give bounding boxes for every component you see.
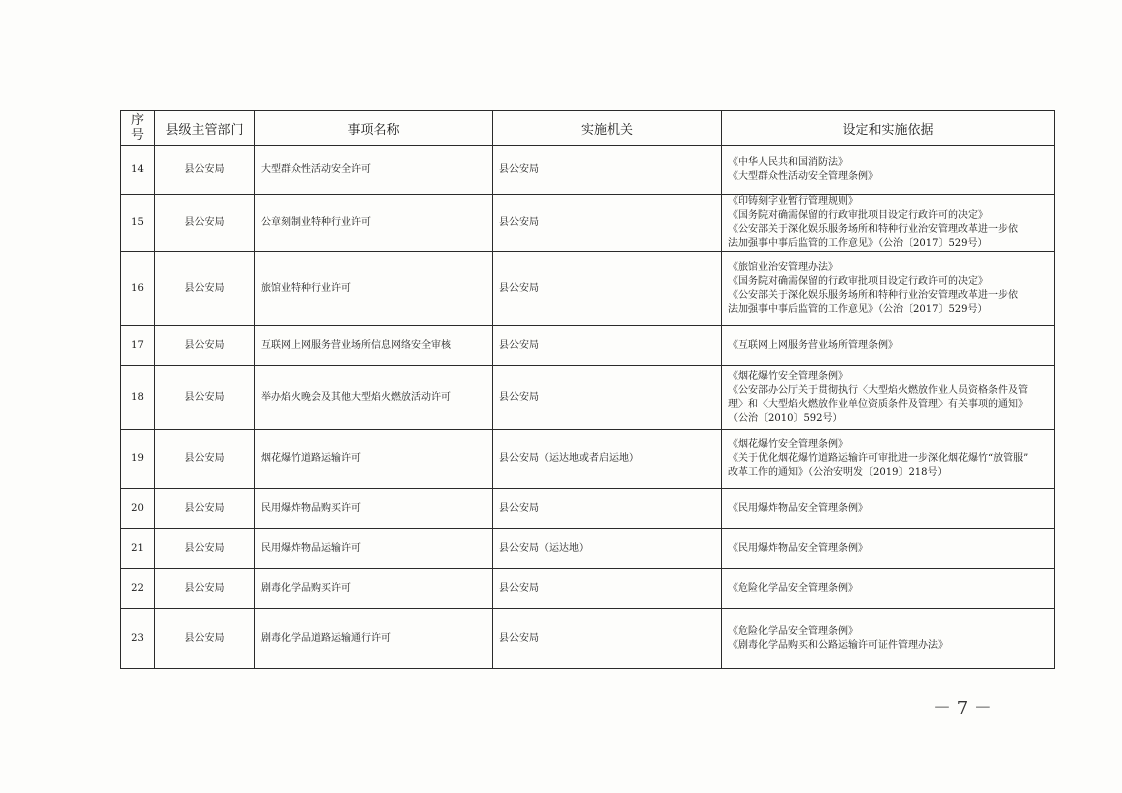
table-row	[121, 489, 1055, 529]
row-county-department: 县公安局	[155, 195, 255, 252]
legal-basis-line: 《旅馆业治安管理办法》	[728, 261, 838, 273]
legal-basis-line: 《民用爆炸物品安全管理条例》	[728, 542, 868, 554]
legal-basis-line: 《民用爆炸物品安全管理条例》	[728, 502, 868, 514]
legal-basis-line: 《印铸刻字业暂行管理规则》	[728, 196, 858, 207]
row-implementing-agency: 县公安局	[493, 609, 722, 669]
row-item-name: 公章刻制业特种行业许可	[255, 195, 493, 252]
row-county-department: 县公安局	[155, 569, 255, 609]
legal-basis-line: 《危险化学品安全管理条例》	[728, 625, 858, 637]
row-item-name: 大型群众性活动安全许可	[255, 146, 493, 195]
row-legal-basis	[722, 489, 1055, 529]
row-county-department: 县公安局	[155, 326, 255, 366]
row-item-name: 互联网上网服务营业场所信息网络安全审核	[255, 326, 493, 366]
header-county-department: 县级主管部门	[155, 111, 255, 146]
row-serial-number: 23	[121, 609, 155, 669]
row-legal-basis	[722, 146, 1055, 195]
table-row	[121, 326, 1055, 366]
legal-basis-line: （公治〔2010〕592号）	[728, 412, 843, 424]
row-legal-basis	[722, 252, 1055, 326]
row-item-name: 举办焰火晚会及其他大型焰火燃放活动许可	[255, 366, 493, 430]
row-serial-number: 18	[121, 366, 155, 430]
row-legal-basis	[722, 195, 1055, 252]
row-implementing-agency: 县公安局	[493, 146, 722, 195]
row-implementing-agency: 县公安局	[493, 569, 722, 609]
row-legal-basis	[722, 569, 1055, 609]
row-legal-basis	[722, 366, 1055, 430]
row-serial-number: 16	[121, 252, 155, 326]
legal-basis-line: 法加强事中事后监管的工作意见》（公治〔2017〕529号）	[728, 303, 988, 315]
administrative-licensing-table	[120, 110, 1055, 669]
header-implementing-agency: 实施机关	[493, 111, 722, 146]
row-implementing-agency: 县公安局（运达地）	[493, 529, 722, 569]
legal-basis-line: 《互联网上网服务营业场所管理条例》	[728, 339, 898, 351]
legal-basis-line: 《公安部关于深化娱乐服务场所和特种行业治安管理改革进一步依	[728, 289, 1018, 301]
row-legal-basis	[722, 529, 1055, 569]
legal-basis-line: 《国务院对确需保留的行政审批项目设定行政许可的决定》	[728, 275, 988, 287]
row-item-name: 烟花爆竹道路运输许可	[255, 430, 493, 489]
row-serial-number: 19	[121, 430, 155, 489]
row-item-name: 民用爆炸物品运输许可	[255, 529, 493, 569]
table-row	[121, 569, 1055, 609]
row-legal-basis	[722, 326, 1055, 366]
table-row	[121, 195, 1055, 252]
legal-basis-line: 《剧毒化学品购买和公路运输许可证件管理办法》	[728, 639, 948, 651]
legal-basis-line: 《大型群众性活动安全管理条例》	[728, 171, 878, 182]
row-county-department: 县公安局	[155, 146, 255, 195]
row-serial-number: 22	[121, 569, 155, 609]
row-serial-number: 21	[121, 529, 155, 569]
row-county-department: 县公安局	[155, 252, 255, 326]
row-serial-number: 14	[121, 146, 155, 195]
row-county-department: 县公安局	[155, 529, 255, 569]
header-item-name: 事项名称	[255, 111, 493, 146]
row-serial-number: 15	[121, 195, 155, 252]
row-serial-number: 17	[121, 326, 155, 366]
legal-basis-line: 《烟花爆竹安全管理条例》	[728, 439, 848, 450]
row-county-department: 县公安局	[155, 489, 255, 529]
table-row	[121, 366, 1055, 430]
legal-basis-line: 《公安部关于深化娱乐服务场所和特种行业治安管理改革进一步依	[728, 224, 1018, 235]
row-implementing-agency: 县公安局	[493, 489, 722, 529]
table-row	[121, 146, 1055, 195]
table-row	[121, 430, 1055, 489]
page-number: － 7 －	[933, 698, 992, 719]
legal-basis-line: 理〉和〈大型焰火燃放作业单位资质条件及管理〉有关事项的通知》	[728, 398, 1028, 410]
row-county-department: 县公安局	[155, 366, 255, 430]
row-implementing-agency: 县公安局（运达地或者启运地）	[493, 430, 722, 489]
row-item-name: 旅馆业特种行业许可	[255, 252, 493, 326]
header-serial-number: 序号	[121, 111, 155, 146]
row-item-name: 剧毒化学品购买许可	[255, 569, 493, 609]
table-row	[121, 609, 1055, 669]
table-header-row	[121, 111, 1055, 146]
row-implementing-agency: 县公安局	[493, 195, 722, 252]
row-implementing-agency: 县公安局	[493, 326, 722, 366]
row-county-department: 县公安局	[155, 609, 255, 669]
legal-basis-line: 《烟花爆竹安全管理条例》	[728, 370, 848, 382]
legal-basis-line: 《公安部办公厅关于贯彻执行〈大型焰火燃放作业人员资格条件及管	[728, 384, 1028, 396]
row-legal-basis	[722, 609, 1055, 669]
row-item-name: 民用爆炸物品购买许可	[255, 489, 493, 529]
row-county-department: 县公安局	[155, 430, 255, 489]
legal-basis-line: 改革工作的通知》（公治安明发〔2019〕218号）	[728, 467, 948, 478]
row-implementing-agency: 县公安局	[493, 366, 722, 430]
header-legal-basis: 设定和实施依据	[722, 111, 1055, 146]
table-row	[121, 529, 1055, 569]
table-row	[121, 252, 1055, 326]
legal-basis-line: 《危险化学品安全管理条例》	[728, 582, 858, 594]
legal-basis-line: 《中华人民共和国消防法》	[728, 157, 848, 168]
row-item-name: 剧毒化学品道路运输通行许可	[255, 609, 493, 669]
legal-basis-line: 《国务院对确需保留的行政审批项目设定行政许可的决定》	[728, 210, 988, 221]
row-implementing-agency: 县公安局	[493, 252, 722, 326]
row-legal-basis	[722, 430, 1055, 489]
row-serial-number: 20	[121, 489, 155, 529]
legal-basis-line: 《关于优化烟花爆竹道路运输许可审批进一步深化烟花爆竹“放管服”	[728, 453, 1029, 464]
legal-basis-line: 法加强事中事后监管的工作意见》（公治〔2017〕529号）	[728, 238, 988, 249]
